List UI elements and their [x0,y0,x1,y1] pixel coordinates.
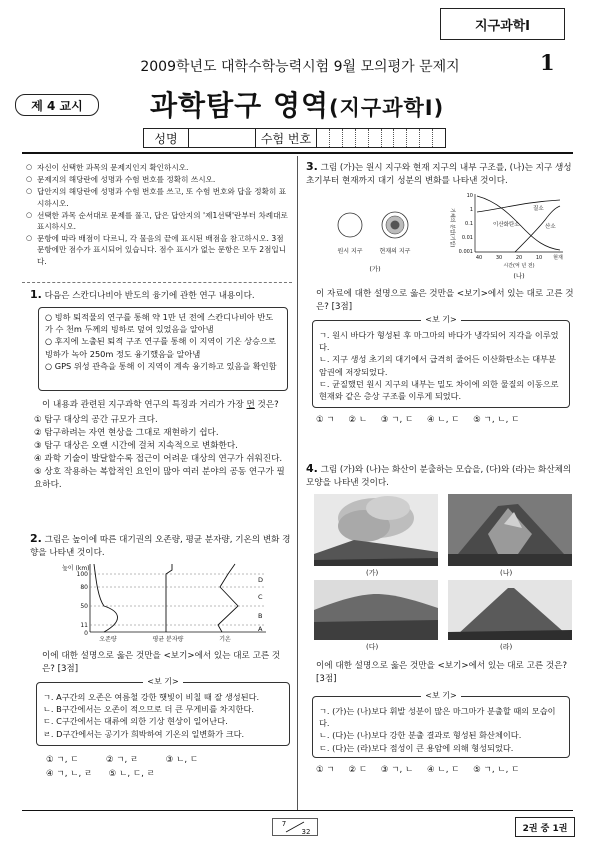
fig-b-ytick: 10 [466,193,473,199]
q2-xlabel: 기온 [219,636,231,643]
q3-atmosphere-graph [445,190,567,280]
exam-number-field[interactable] [317,129,445,147]
q4-caption: (나) [500,569,513,577]
instruction-item: ○ 자신이 선택한 과목의 문제지인지 확인하시오. [26,162,291,173]
instruction-item: ○ 답안지의 해당란에 성명과 수험 번호를 쓰고, 또 수험 번호와 답을 정확히 표시하시오. [26,186,291,208]
fig-b-series: 질소 [533,206,544,212]
q4-question: 이에 대한 설명으로 옳은 것만을 <보기>에서 있는 대로 고른 것은? [3점] [316,661,568,684]
q3-number: 3. [306,160,318,173]
q4-caption: (가) [366,569,379,577]
q3-bogi-item: ㄷ. 균질했던 원시 지구의 내부는 밀도 차이에 의한 물질의 이동으로 현재와 같은 층상 구조를 이루게 되었다. [319,378,559,402]
fig-b-xtick: 현재 [553,255,563,261]
q1-stem [30,288,292,303]
q2-layer-label: D [258,576,264,584]
q1-box-item: ○ 후지에 노출된 퇴적 구조 연구를 통해 이 지역이 기온 상승으로 빙하가 녹아 250m 정도 융기했음을 알아냄 [45,336,276,359]
q3-choices[interactable]: ① ㄱ ② ㄴ ③ ㄱ, ㄷ ④ ㄴ, ㄷ ⑤ ㄱ, ㄴ, ㄷ [316,415,520,425]
q2-layer-label: A [258,625,263,633]
q1-number: 1. [30,288,42,301]
q2-bogi-title: <보 기> [37,676,289,688]
q2-bogi-box [36,677,290,746]
q2-stem [30,532,292,560]
column-divider [297,156,298,810]
q1-emphasis: 먼 [246,400,255,410]
q2-layer-label: C [258,593,263,601]
q4-stem [306,462,574,490]
instructions [26,162,291,268]
primitive-earth-icon [338,213,362,237]
q3-bogi-item: ㄴ. 지구 생성 초기의 대기에서 급격히 줄어든 이산화탄소는 대부분 암권에 저장되었다. [319,354,556,377]
q4-photo-eruption-lava [448,494,572,566]
q1-choice[interactable]: ② 탐구하려는 자연 현상을 그대로 재현하기 쉽다. [34,428,219,438]
q4-caption: (다) [366,643,379,651]
instruction-divider [22,282,292,283]
fig-b-ytick: 0.1 [465,221,473,227]
page-total: 32 [301,828,311,836]
q1-question: 이 내용과 관련된 지구과학 연구의 특징과 거리가 가장 먼 것은? [42,400,279,410]
fig-b-xtick: 10 [535,255,543,261]
q3-bogi-item: ㄱ. 원시 바다가 형성된 후 마그마의 바다가 냉각되어 지각을 이루었다. [319,330,559,353]
q4-bogi-item: ㄱ. (가)는 (나)보다 휘발 성분이 많은 마그마가 분출할 때의 모습이다. [319,706,556,729]
q2-bogi-item: ㄹ. D구간에서는 공기가 희박하여 기온의 일변화가 크다. [43,728,245,739]
fig-b-ytick: 1 [469,207,473,213]
q3-question: 이 자료에 대한 설명으로 옳은 것만을 <보기>에서 있는 대로 고른 것은? [3점] [316,289,574,312]
fig-b-series: 산소 [545,224,556,230]
q4-bogi-title: <보 기> [313,690,569,702]
instruction-item: ○ 선택한 과목 순서대로 문제를 풀고, 답은 답안지의 '제1선택'란부터 차례대로 표시하시오. [26,210,291,232]
name-label: 성명 [144,129,189,147]
q1-choices [34,414,292,492]
fig-b-xtick: 30 [495,255,503,261]
q1-info-box [38,307,288,391]
q2-ylabel: 높이 (km) [62,565,90,572]
footer-rule [22,810,573,811]
title-sub: (지구과학Ⅰ) [329,96,445,120]
q2-bogi-item: ㄴ. B구간에서는 오존이 적으므로 더 큰 무게비를 차지한다. [43,704,254,715]
q2-xlabel: 평균 분자량 [152,636,184,643]
fig-b-ytick: 0.001 [458,249,473,255]
fig-b-ytick: 0.01 [461,235,473,241]
subject-box: 지구과학Ⅰ [440,8,565,40]
q4-photo-volcano-cone [448,580,572,640]
fig-b-xtick: 20 [515,255,523,261]
q3-earth-structure-figure [330,205,420,275]
q4-bogi-box [312,691,570,758]
instruction-item: ○ 문항에 따라 배점이 다르니, 각 물음의 끝에 표시된 배점을 참고하시오. 3점 문항에만 점수가 표시되어 있습니다. 점수 표시가 없는 문항은 모두 2점입니다. [26,233,291,267]
q1-choice[interactable]: ③ 탐구 대상은 오랜 시간에 걸쳐 지속적으로 변화한다. [34,441,238,451]
fig-a-caption: (가) [369,265,381,273]
q4-choices[interactable]: ① ㄱ ② ㄷ ③ ㄱ, ㄴ ④ ㄴ, ㄷ ⑤ ㄱ, ㄴ, ㄷ [316,765,520,775]
period-badge: 제 4 교시 [15,94,99,116]
page-title [150,84,444,124]
q3-bogi-title: <보 기> [313,314,569,326]
q3-bogi-box [312,315,570,408]
fig-b-xlabel: 시간(억 년 전) [503,263,535,269]
q2-ytick: 50 [80,603,88,610]
fig-b-xtick: 40 [475,255,483,261]
q2-question: 이에 대한 설명으로 옳은 것만을 <보기>에서 있는 대로 고른 것은? [3점] [42,651,281,674]
volume-indicator: 2권 중 1권 [515,817,575,837]
page-current: 7 [281,820,287,828]
q1-box-item: ○ 빙하 퇴적물의 연구를 통해 약 1만 년 전에 스칸디나비아 반도가 수 천m 두께의 빙하로 덮여 있었음을 알아냄 [45,312,274,335]
fig-b-ylabel: 기체의 분압(기압) [449,208,455,248]
exam-header: 2009학년도 대학수학능력시험 9월 모의평가 문제지 [140,59,460,75]
q2-ytick: 80 [80,584,88,591]
q4-number: 4. [306,462,318,475]
fig-a-label: 현재의 지구 [379,248,411,255]
q1-choice[interactable]: ① 탐구 대상의 공간 규모가 크다. [34,415,158,425]
q2-ytick: 100 [76,571,88,578]
q4-caption: (라) [500,643,513,651]
page-number: 1 [540,50,555,75]
q4-bogi-item: ㄷ. (다)는 (라)보다 점성이 큰 용암에 의해 형성되었다. [319,742,514,753]
q3-stem-text: 그림 (가)는 원시 지구와 현재 지구의 내부 구조를, (나)는 지구 생성 초기부터 현재까지 대기 성분의 변화를 나타낸 것이다. [306,163,572,186]
q2-number: 2. [30,532,42,545]
q2-layer-label: B [258,612,263,620]
q1-choice[interactable]: ④ 과학 기술이 발달할수록 접근이 어려운 대상의 연구가 쉬워진다. [34,454,283,464]
q4-photo-eruption-ash [314,494,438,566]
instruction-item: ○ 문제지의 해당란에 성명과 수험 번호를 정확히 쓰시오. [26,174,291,185]
q1-stem-text: 다음은 스칸디나비아 반도의 융기에 관한 연구 내용이다. [44,291,255,301]
q4-stem-text: 그림 (가)와 (나)는 화산이 분출하는 모습을, (다)와 (라)는 화산체의 모양을 나타낸 것이다. [306,465,572,488]
q3-stem [306,160,574,188]
q1-box-item: ○ GPS 위성 관측을 통해 이 지역이 계속 융기하고 있음을 확인함 [45,360,277,371]
q2-bogi-item: ㄱ. A구간의 오존은 여름철 강한 햇빛이 비칠 때 잘 생성된다. [43,692,260,702]
page-fraction [272,818,318,836]
name-exam-number-bar [143,128,446,148]
name-field[interactable] [189,129,256,147]
q2-ytick: 0 [84,630,88,637]
nitrogen-curve [477,200,560,212]
q2-xlabel: 오존량 [99,636,117,643]
q2-stem-text: 그림은 높이에 따른 대기권의 오존량, 평균 분자량, 기온의 변화 경향을 나타낸 것이다. [30,535,291,558]
fig-b-caption: (나) [513,272,525,280]
title-main: 과학탐구 영역 [150,89,330,122]
q2-bogi-item: ㄷ. C구간에서는 대류에 의한 기상 현상이 일어난다. [43,716,228,727]
fig-a-label: 원시 지구 [337,248,363,255]
q4-photo-volcano-shield [314,580,438,640]
q1-choice[interactable]: ⑤ 상호 작용하는 복합적인 요인이 많아 여러 분야의 공동 연구가 필요하다. [34,467,285,490]
q2-ytick: 11 [80,622,88,629]
q2-choices-line2[interactable]: ④ ㄱ, ㄴ, ㄹ ⑤ ㄴ, ㄷ, ㄹ [46,769,155,779]
fig-b-series: 이산화탄소 [493,222,520,228]
q2-atmosphere-graph [60,560,275,645]
q2-choices-line1[interactable]: ① ㄱ, ㄷ ② ㄱ, ㄹ ③ ㄴ, ㄷ [46,755,199,765]
exam-number-label: 수험 번호 [256,129,317,147]
q4-bogi-item: ㄴ. (다)는 (나)보다 강한 분출 결과로 형성된 화산체이다. [319,730,522,741]
q2-ozone-curve [94,564,118,632]
header-rule [22,152,573,154]
